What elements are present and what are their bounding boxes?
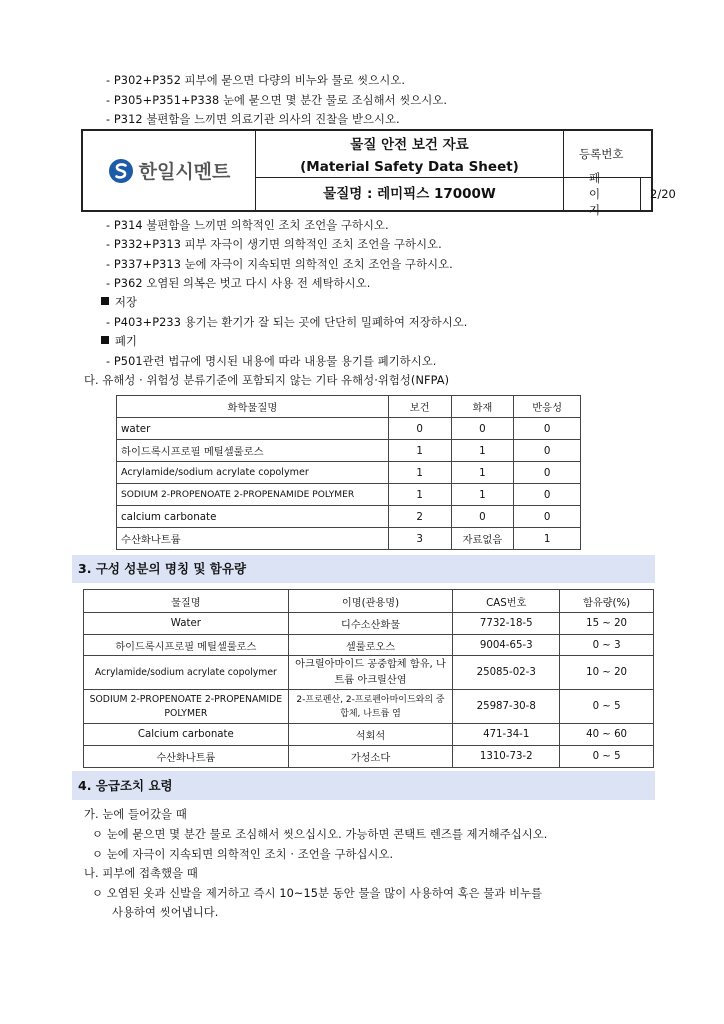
column-header: 화재 xyxy=(451,396,514,418)
other-hazard-heading: 다. 유해성 · 위험성 분류기준에 포함되지 않는 기타 유해성·위험성(NFPA) xyxy=(84,374,450,387)
chemical-name: calcium carbonate xyxy=(117,506,389,528)
chemical-name: water xyxy=(117,418,389,440)
table-row xyxy=(117,506,581,528)
table-row xyxy=(117,462,581,484)
msds-header xyxy=(81,129,676,217)
health-rating: 1 xyxy=(388,484,451,506)
reactivity-rating: 0 xyxy=(514,506,581,528)
hanil-logo-icon xyxy=(108,158,134,184)
fire-rating: 자료없음 xyxy=(451,528,514,550)
logo-text: 한일시멘트 xyxy=(138,161,231,183)
skin-instruction-continued: 사용하여 씻어냅니다. xyxy=(112,906,219,919)
reactivity-rating: 0 xyxy=(514,418,581,440)
chemical-name: Acrylamide/sodium acrylate copolymer xyxy=(117,462,389,484)
section-3-heading: 3. 구성 성분의 명칭 및 함유량 xyxy=(72,555,655,583)
chemical-name: 수산화나트륨 xyxy=(117,528,389,550)
table-row xyxy=(117,418,581,440)
title-korean: 물질 안전 보건 자료 xyxy=(350,137,469,153)
fire-rating: 0 xyxy=(451,418,514,440)
reactivity-rating: 0 xyxy=(514,440,581,462)
column-header: CAS번호 xyxy=(453,590,560,613)
common-name: 석회석 xyxy=(288,724,453,746)
substance-name: Water xyxy=(84,613,289,635)
content-percent: 0 ~ 5 xyxy=(560,690,654,724)
cas-number: 25085-02-3 xyxy=(453,656,560,690)
precaution-line: - P337+P313 눈에 자극이 지속되면 의학적인 조치 조언을 구하시오. xyxy=(106,258,453,271)
reactivity-rating: 1 xyxy=(514,528,581,550)
precaution-line: - P362 오염된 의복은 벗고 다시 사용 전 세탁하시오. xyxy=(106,277,371,290)
registration-cell xyxy=(564,131,651,178)
cas-number: 7732-18-5 xyxy=(453,613,560,635)
storage-heading: 저장 xyxy=(101,294,137,310)
substance-name: Calcium carbonate xyxy=(84,724,289,746)
substance-name: 하이드록시프로필 메틸셀룰로스 xyxy=(84,635,289,656)
content-percent: 15 ~ 20 xyxy=(560,613,654,635)
column-header: 이명(관용명) xyxy=(288,590,453,613)
page-label: 페이지 xyxy=(589,171,601,217)
substance-name: 수산화나트륨 xyxy=(84,746,289,768)
health-rating: 1 xyxy=(388,440,451,462)
chemical-name: 하이드록시프로필 메틸셀룰로스 xyxy=(117,440,389,462)
table-row xyxy=(84,656,654,690)
fire-rating: 0 xyxy=(451,506,514,528)
column-header: 물질명 xyxy=(84,590,289,613)
precaution-line: - P305+P351+P338 눈에 묻으면 몇 분간 물로 조심해서 씻으시오. xyxy=(106,94,448,107)
precaution-line: - P312 불편함을 느끼면 의료기관 의사의 진찰을 받으시오. xyxy=(106,113,400,126)
skin-instruction: ㅇ 오염된 옷과 신발을 제거하고 즉시 10~15분 동안 물을 많이 사용하여 혹은 물과 비누를 xyxy=(92,887,543,900)
product-name: 물질명 : 레미픽스 17000W xyxy=(256,178,564,210)
content-percent: 10 ~ 20 xyxy=(560,656,654,690)
reactivity-rating: 0 xyxy=(514,462,581,484)
cas-number: 9004-65-3 xyxy=(453,635,560,656)
health-rating: 2 xyxy=(388,506,451,528)
column-header: 보건 xyxy=(388,396,451,418)
common-name: 2-프로펜산, 2-프로펜아마이드와의 중합체, 나트륨 염 xyxy=(288,690,453,724)
table-row xyxy=(117,484,581,506)
content-percent: 40 ~ 60 xyxy=(560,724,654,746)
column-header: 함유량(%) xyxy=(560,590,654,613)
common-name: 가성소다 xyxy=(288,746,453,768)
table-header-row xyxy=(84,590,654,613)
cas-number: 25987-30-8 xyxy=(453,690,560,724)
table-row xyxy=(84,724,654,746)
chemical-name: SODIUM 2-PROPENOATE 2-PROPENAMIDE POLYMER xyxy=(117,484,389,506)
substance-name: Acrylamide/sodium acrylate copolymer xyxy=(84,656,289,690)
page-number: 2/20 xyxy=(650,187,676,201)
reactivity-rating: 0 xyxy=(514,484,581,506)
table-header-row xyxy=(117,396,581,418)
precaution-line: - P314 불편함을 느끼면 의학적인 조치 조언을 구하시오. xyxy=(106,219,389,232)
eye-contact-heading: 가. 눈에 들어갔을 때 xyxy=(84,808,187,821)
fire-rating: 1 xyxy=(451,440,514,462)
page-number-cell xyxy=(607,178,676,210)
storage-line: - P403+P233 용기는 환기가 잘 되는 곳에 단단히 밀폐하여 저장하시오. xyxy=(106,316,468,329)
disposal-line: - P501관련 법규에 명시된 내용에 따라 내용물 용기를 폐기하시오. xyxy=(106,355,437,368)
cas-number: 1310-73-2 xyxy=(453,746,560,768)
common-name: 아크릴아마이드 공중합체 함유, 나트륨 아크릴산염 xyxy=(288,656,453,690)
table-row xyxy=(84,746,654,768)
health-rating: 0 xyxy=(388,418,451,440)
cas-number: 471-34-1 xyxy=(453,724,560,746)
table-row xyxy=(117,440,581,462)
title-english: (Material Safety Data Sheet) xyxy=(300,159,519,175)
skin-contact-heading: 나. 피부에 접촉했을 때 xyxy=(84,867,198,880)
disposal-heading: 폐기 xyxy=(101,333,137,349)
health-rating: 1 xyxy=(388,462,451,484)
table-row xyxy=(117,528,581,550)
section-4-heading: 4. 응급조치 요령 xyxy=(72,771,655,800)
table-row xyxy=(84,613,654,635)
common-name: 셀룰로오스 xyxy=(288,635,453,656)
registration-label: 등록번호 xyxy=(579,147,624,161)
table-row xyxy=(84,690,654,724)
precaution-line: - P332+P313 피부 자극이 생기면 의학적인 조치 조언을 구하시오. xyxy=(106,238,442,251)
common-name: 디수소산화물 xyxy=(288,613,453,635)
column-header: 반응성 xyxy=(514,396,581,418)
fire-rating: 1 xyxy=(451,462,514,484)
fire-rating: 1 xyxy=(451,484,514,506)
table-row xyxy=(84,635,654,656)
page-label-cell xyxy=(564,171,607,217)
health-rating: 3 xyxy=(388,528,451,550)
title-cell xyxy=(256,131,564,178)
company-logo xyxy=(83,131,256,210)
substance-name: SODIUM 2-PROPENOATE 2-PROPENAMIDE POLYMER xyxy=(84,690,289,724)
column-header: 화학물질명 xyxy=(117,396,389,418)
nfpa-table xyxy=(116,395,581,550)
eye-instruction: ㅇ 눈에 자극이 지속되면 의학적인 조치 · 조언을 구하십시오. xyxy=(92,848,394,861)
precaution-line: - P302+P352 피부에 묻으면 다량의 비누와 물로 씻으시오. xyxy=(106,74,406,87)
composition-table xyxy=(83,589,654,768)
content-percent: 0 ~ 5 xyxy=(560,746,654,768)
content-percent: 0 ~ 3 xyxy=(560,635,654,656)
eye-instruction: ㅇ 눈에 묻으면 몇 분간 물로 조심해서 씻으십시오. 가능하면 콘택트 렌즈를 제거해주십시오. xyxy=(92,828,548,841)
